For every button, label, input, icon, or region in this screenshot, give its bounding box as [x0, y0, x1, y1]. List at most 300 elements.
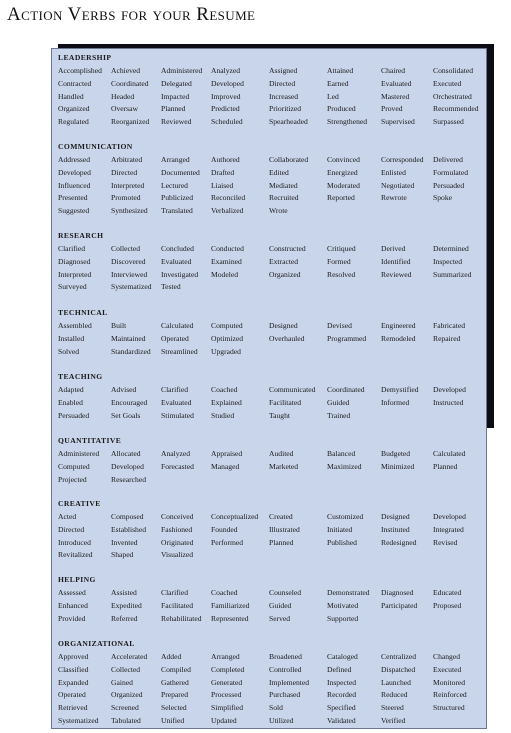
- verb-item: Consolidated: [433, 66, 474, 75]
- verb-item: Formulated: [433, 167, 469, 177]
- verb-item: Critiqued: [327, 244, 356, 253]
- verb-item: Remodeled: [381, 333, 416, 343]
- verb-item: Solved: [58, 346, 80, 356]
- verb-item: Audited: [269, 449, 294, 458]
- verb-item: Monitored: [433, 677, 466, 687]
- verb-item: Created: [269, 512, 293, 521]
- verb-row: [58, 384, 486, 397]
- verb-item: Suggested: [58, 206, 90, 216]
- verb-item: Demonstrated: [327, 588, 370, 597]
- verb-item: Guided: [269, 600, 292, 610]
- verb-item: Clarified: [58, 244, 85, 253]
- verb-item: Defined: [327, 664, 352, 674]
- verb-row: [58, 65, 486, 78]
- verb-item: Tested: [161, 282, 181, 292]
- verb-row: [58, 587, 486, 600]
- verb-item: Collected: [111, 244, 141, 253]
- verb-item: Provided: [58, 613, 86, 623]
- verb-item: Diagnosed: [381, 588, 414, 597]
- verb-item: Allocated: [111, 449, 141, 458]
- verb-item: Composed: [111, 512, 144, 521]
- verb-item: Convinced: [327, 155, 360, 164]
- verb-item: Achieved: [111, 66, 141, 75]
- verb-item: Sold: [269, 703, 283, 713]
- verb-item: Acted: [58, 512, 77, 521]
- verb-item: Collected: [111, 664, 141, 674]
- verb-item: Energized: [327, 167, 358, 177]
- verb-row: [58, 677, 486, 690]
- verb-row: [58, 346, 486, 359]
- verb-row: [58, 474, 486, 487]
- section-creative: [58, 498, 486, 562]
- verb-row: [58, 91, 486, 104]
- verb-item: Shaped: [111, 550, 134, 560]
- verb-item: Administered: [161, 66, 203, 75]
- verb-item: Integrated: [433, 524, 464, 534]
- verb-item: Handled: [58, 91, 84, 101]
- verb-item: Administered: [58, 449, 100, 458]
- verb-item: Participated: [381, 600, 418, 610]
- verb-item: Approved: [58, 652, 89, 661]
- verb-item: Revitalized: [58, 550, 93, 560]
- verb-row: [58, 715, 486, 728]
- verb-item: Strengthened: [327, 117, 368, 127]
- verb-row: [58, 689, 486, 702]
- verb-item: Projected: [58, 474, 87, 484]
- verb-row: [58, 167, 486, 180]
- verb-item: Customized: [327, 512, 364, 521]
- verb-item: Supervised: [381, 117, 415, 127]
- verb-item: Planned: [161, 104, 186, 114]
- section-title: TECHNICAL: [58, 308, 108, 317]
- verb-item: Identified: [381, 256, 411, 266]
- verb-item: Publicized: [161, 193, 194, 203]
- page-title: Action Verbs for your Resume: [7, 4, 256, 25]
- verb-item: Redesigned: [381, 537, 417, 547]
- verb-item: Evaluated: [161, 256, 192, 266]
- verb-item: Coordinated: [111, 78, 149, 88]
- verb-item: Supported: [327, 613, 359, 623]
- verb-row: [58, 154, 486, 167]
- verb-item: Reviewed: [161, 117, 192, 127]
- verb-item: Balanced: [327, 449, 356, 458]
- verb-item: Chaired: [381, 66, 406, 75]
- verb-item: Instituted: [381, 524, 410, 534]
- verb-item: Produced: [327, 104, 356, 114]
- verb-item: Added: [161, 652, 182, 661]
- verb-item: Tabulated: [111, 715, 141, 725]
- verb-item: Mastered: [381, 91, 410, 101]
- verb-row: [58, 103, 486, 116]
- verb-item: Reported: [327, 193, 355, 203]
- verb-item: Interpreted: [58, 269, 92, 279]
- verb-row: [58, 192, 486, 205]
- verb-item: Established: [111, 524, 147, 534]
- verb-row: [58, 333, 486, 346]
- verb-item: Increased: [269, 91, 299, 101]
- verb-item: Represented: [211, 613, 249, 623]
- verb-item: Devised: [327, 321, 352, 330]
- verb-item: Recorded: [327, 690, 357, 700]
- verb-row: [58, 397, 486, 410]
- verb-item: Inspected: [327, 677, 357, 687]
- verb-item: Published: [327, 537, 357, 547]
- verb-item: Influenced: [58, 180, 91, 190]
- verb-item: Initiated: [327, 524, 353, 534]
- verb-item: Conducted: [211, 244, 244, 253]
- verb-item: Enhanced: [58, 600, 88, 610]
- verb-item: Assigned: [269, 66, 298, 75]
- verb-item: Diagnosed: [58, 256, 91, 266]
- verb-item: Spoke: [433, 193, 452, 203]
- verb-item: Founded: [211, 524, 238, 534]
- verb-item: Calculated: [161, 321, 194, 330]
- verb-item: Expedited: [111, 600, 142, 610]
- verb-item: Organized: [269, 269, 301, 279]
- verb-row: [58, 205, 486, 218]
- verb-item: Managed: [211, 461, 240, 471]
- verb-item: Retrieved: [58, 703, 88, 713]
- verb-item: Developed: [433, 385, 466, 394]
- verb-item: Updated: [211, 715, 237, 725]
- verb-item: Served: [269, 613, 291, 623]
- verb-item: Interpreted: [111, 180, 145, 190]
- verb-item: Interviewed: [111, 269, 148, 279]
- verb-item: Advised: [111, 385, 137, 394]
- verb-item: Derived: [381, 244, 406, 253]
- verb-item: Improved: [211, 91, 241, 101]
- verb-row: [58, 243, 486, 256]
- verb-item: Prepared: [161, 690, 188, 700]
- section-title: CREATIVE: [58, 499, 101, 508]
- verb-item: Structured: [433, 703, 465, 713]
- verb-row: [58, 537, 486, 550]
- verb-item: Systematized: [111, 282, 152, 292]
- verb-item: Delivered: [433, 155, 463, 164]
- verb-item: Motivated: [327, 600, 359, 610]
- verb-item: Operated: [161, 333, 189, 343]
- verb-item: Concluded: [161, 244, 194, 253]
- verb-item: Centralized: [381, 652, 416, 661]
- verb-item: Authored: [211, 155, 240, 164]
- verb-row: [58, 281, 486, 294]
- verb-item: Negotiated: [381, 180, 415, 190]
- section-communication: [58, 141, 486, 218]
- verb-item: Standardized: [111, 346, 151, 356]
- verb-item: Taught: [269, 410, 290, 420]
- verb-item: Trained: [327, 410, 351, 420]
- verb-item: Marketed: [269, 461, 299, 471]
- verb-item: Enlisted: [381, 167, 406, 177]
- verb-item: Enabled: [58, 397, 83, 407]
- section-leadership: [58, 52, 486, 129]
- section-organizational: [58, 638, 486, 728]
- verb-item: Expanded: [58, 677, 89, 687]
- verb-item: Purchased: [269, 690, 301, 700]
- verb-item: Streamlined: [161, 346, 198, 356]
- verb-item: Reconciled: [211, 193, 246, 203]
- verb-item: Formed: [327, 256, 351, 266]
- verb-item: Unified: [161, 715, 185, 725]
- verb-item: Optimized: [211, 333, 244, 343]
- verb-item: Developed: [111, 461, 144, 471]
- verb-item: Implemented: [269, 677, 310, 687]
- verb-item: Set Goals: [111, 410, 141, 420]
- verb-item: Oversaw: [111, 104, 138, 114]
- verb-item: Verified: [381, 715, 406, 725]
- verb-item: Planned: [433, 461, 458, 471]
- verb-item: Selected: [161, 703, 187, 713]
- verb-item: Examined: [211, 256, 242, 266]
- verb-item: Spearheaded: [269, 117, 308, 127]
- verb-item: Documented: [161, 167, 200, 177]
- verb-item: Cataloged: [327, 652, 358, 661]
- verb-item: Executed: [433, 78, 462, 88]
- verb-item: Summarized: [433, 269, 472, 279]
- verb-item: Explained: [211, 397, 242, 407]
- verb-item: Fashioned: [161, 524, 193, 534]
- verb-item: Broadened: [269, 652, 302, 661]
- section-title: COMMUNICATION: [58, 142, 133, 151]
- verb-item: Upgraded: [211, 346, 241, 356]
- section-title: TEACHING: [58, 372, 103, 381]
- verb-item: Utilized: [269, 715, 294, 725]
- verb-row: [58, 524, 486, 537]
- verb-item: Instructed: [433, 397, 464, 407]
- verb-item: Coached: [211, 588, 238, 597]
- verbs-panel: [51, 48, 487, 729]
- section-title: LEADERSHIP: [58, 53, 112, 62]
- verb-item: Changed: [433, 652, 460, 661]
- verb-item: Installed: [58, 333, 85, 343]
- verb-item: Adapted: [58, 385, 84, 394]
- verb-item: Classified: [58, 664, 89, 674]
- verb-item: Validated: [327, 715, 356, 725]
- verb-item: Evaluated: [381, 78, 412, 88]
- verb-item: Persuaded: [58, 410, 90, 420]
- verb-item: Rewrote: [381, 193, 407, 203]
- verb-item: Liaised: [211, 180, 234, 190]
- verb-item: Presented: [58, 193, 88, 203]
- verb-item: Wrote: [269, 206, 288, 216]
- verb-item: Invented: [111, 537, 138, 547]
- verb-item: Coordinated: [327, 385, 365, 394]
- verb-item: Calculated: [433, 449, 466, 458]
- verb-item: Arranged: [211, 652, 240, 661]
- section-quantitative: [58, 435, 486, 486]
- verb-item: Demystified: [381, 385, 419, 394]
- verb-item: Dispatched: [381, 664, 416, 674]
- verb-item: Constructed: [269, 244, 306, 253]
- verb-item: Modeled: [211, 269, 238, 279]
- verb-item: Designed: [381, 512, 410, 521]
- verb-row: [58, 702, 486, 715]
- verb-item: Specified: [327, 703, 356, 713]
- verb-item: Analyzed: [211, 66, 241, 75]
- verb-item: Gained: [111, 677, 133, 687]
- verb-item: Directed: [58, 524, 85, 534]
- verb-item: Computed: [211, 321, 243, 330]
- verb-item: Proposed: [433, 600, 462, 610]
- verb-item: Contracted: [58, 78, 92, 88]
- verb-item: Revised: [433, 537, 458, 547]
- verb-item: Scheduled: [211, 117, 243, 127]
- verb-item: Reorganized: [111, 117, 150, 127]
- verb-item: Promoted: [111, 193, 141, 203]
- verb-item: Developed: [58, 167, 91, 177]
- verb-item: Guided: [327, 397, 350, 407]
- verb-item: Counseled: [269, 588, 302, 597]
- verb-item: Headed: [111, 91, 135, 101]
- verb-item: Directed: [111, 167, 138, 177]
- verb-item: Researched: [111, 474, 146, 484]
- verb-item: Reduced: [381, 690, 408, 700]
- verb-item: Addressed: [58, 155, 91, 164]
- verb-item: Moderated: [327, 180, 360, 190]
- section-title: ORGANIZATIONAL: [58, 639, 135, 648]
- verb-item: Fabricated: [433, 321, 466, 330]
- verb-item: Systematized: [58, 715, 99, 725]
- verb-item: Prioritized: [269, 104, 302, 114]
- verb-item: Developed: [211, 78, 244, 88]
- verb-item: Orchestrated: [433, 91, 472, 101]
- verb-item: Communicated: [269, 385, 316, 394]
- verb-item: Determined: [433, 244, 469, 253]
- verb-row: [58, 116, 486, 129]
- verb-item: Developed: [433, 512, 466, 521]
- verb-item: Controlled: [269, 664, 302, 674]
- verb-item: Collaborated: [269, 155, 309, 164]
- verb-item: Compiled: [161, 664, 191, 674]
- verb-item: Assembled: [58, 321, 92, 330]
- verb-item: Impacted: [161, 91, 190, 101]
- verb-item: Overhauled: [269, 333, 305, 343]
- section-teaching: [58, 371, 486, 422]
- verb-item: Computed: [58, 461, 90, 471]
- verb-item: Illustrated: [269, 524, 300, 534]
- verb-item: Completed: [211, 664, 245, 674]
- verb-item: Synthesized: [111, 206, 148, 216]
- verb-row: [58, 410, 486, 423]
- verb-item: Attained: [327, 66, 354, 75]
- verb-item: Operated: [58, 690, 86, 700]
- verb-row: [58, 269, 486, 282]
- verb-item: Processed: [211, 690, 242, 700]
- verb-item: Visualized: [161, 550, 194, 560]
- verb-item: Encouraged: [111, 397, 148, 407]
- verb-item: Analyzed: [161, 449, 191, 458]
- verb-item: Led: [327, 91, 339, 101]
- verb-row: [58, 511, 486, 524]
- verb-item: Facilitated: [269, 397, 302, 407]
- verb-item: Assisted: [111, 588, 137, 597]
- verb-item: Translated: [161, 206, 193, 216]
- verb-item: Extracted: [269, 256, 299, 266]
- verb-item: Directed: [269, 78, 296, 88]
- verb-item: Arranged: [161, 155, 190, 164]
- verb-item: Stimulated: [161, 410, 194, 420]
- verb-item: Forecasted: [161, 461, 194, 471]
- verb-item: Resolved: [327, 269, 356, 279]
- verb-item: Evaluated: [161, 397, 192, 407]
- section-research: [58, 230, 486, 294]
- section-helping: [58, 574, 486, 625]
- verb-item: Launched: [381, 677, 411, 687]
- verb-item: Clarified: [161, 385, 188, 394]
- verb-item: Appraised: [211, 449, 243, 458]
- section-title: RESEARCH: [58, 231, 104, 240]
- verb-item: Gathered: [161, 677, 189, 687]
- verb-item: Introduced: [58, 537, 91, 547]
- verb-item: Surveyed: [58, 282, 87, 292]
- verb-row: [58, 549, 486, 562]
- verb-row: [58, 651, 486, 664]
- verb-item: Steered: [381, 703, 404, 713]
- verb-row: [58, 600, 486, 613]
- verb-row: [58, 180, 486, 193]
- verb-item: Corresponded: [381, 155, 424, 164]
- verb-row: [58, 320, 486, 333]
- verb-item: Repaired: [433, 333, 461, 343]
- verb-item: Proved: [381, 104, 403, 114]
- verb-item: Investigated: [161, 269, 199, 279]
- verb-row: [58, 613, 486, 626]
- verb-item: Arbitrated: [111, 155, 143, 164]
- verb-item: Executed: [433, 664, 462, 674]
- verb-item: Generated: [211, 677, 243, 687]
- verb-item: Programmed: [327, 333, 367, 343]
- verb-row: [58, 78, 486, 91]
- verb-item: Planned: [269, 537, 294, 547]
- verb-row: [58, 461, 486, 474]
- verb-item: Recommended: [433, 104, 479, 114]
- section-title: HELPING: [58, 575, 96, 584]
- verb-item: Predicted: [211, 104, 240, 114]
- verb-item: Edited: [269, 167, 289, 177]
- verb-item: Accomplished: [58, 66, 102, 75]
- verb-item: Conceived: [161, 512, 194, 521]
- verb-item: Budgeted: [381, 449, 411, 458]
- verb-item: Performed: [211, 537, 244, 547]
- verb-item: Earned: [327, 78, 349, 88]
- verb-item: Informed: [381, 397, 410, 407]
- section-title: QUANTITATIVE: [58, 436, 122, 445]
- section-technical: [58, 307, 486, 358]
- verb-item: Organized: [58, 104, 90, 114]
- verb-item: Conceptualized: [211, 512, 259, 521]
- verb-item: Referred: [111, 613, 138, 623]
- verb-item: Reviewed: [381, 269, 412, 279]
- verb-item: Drafted: [211, 167, 235, 177]
- verb-item: Minimized: [381, 461, 415, 471]
- verb-item: Designed: [269, 321, 298, 330]
- verb-item: Clarified: [161, 588, 188, 597]
- verb-item: Persuaded: [433, 180, 465, 190]
- verb-item: Accelerated: [111, 652, 148, 661]
- verb-item: Mediated: [269, 180, 298, 190]
- verb-item: Facilitated: [161, 600, 194, 610]
- verb-item: Regulated: [58, 117, 89, 127]
- verb-item: Studied: [211, 410, 235, 420]
- verb-item: Maximized: [327, 461, 362, 471]
- verb-row: [58, 256, 486, 269]
- verb-item: Recruited: [269, 193, 299, 203]
- verb-item: Simplified: [211, 703, 244, 713]
- verb-item: Educated: [433, 588, 462, 597]
- verb-item: Verbalized: [211, 206, 244, 216]
- verb-item: Assessed: [58, 588, 86, 597]
- verb-item: Surpassed: [433, 117, 464, 127]
